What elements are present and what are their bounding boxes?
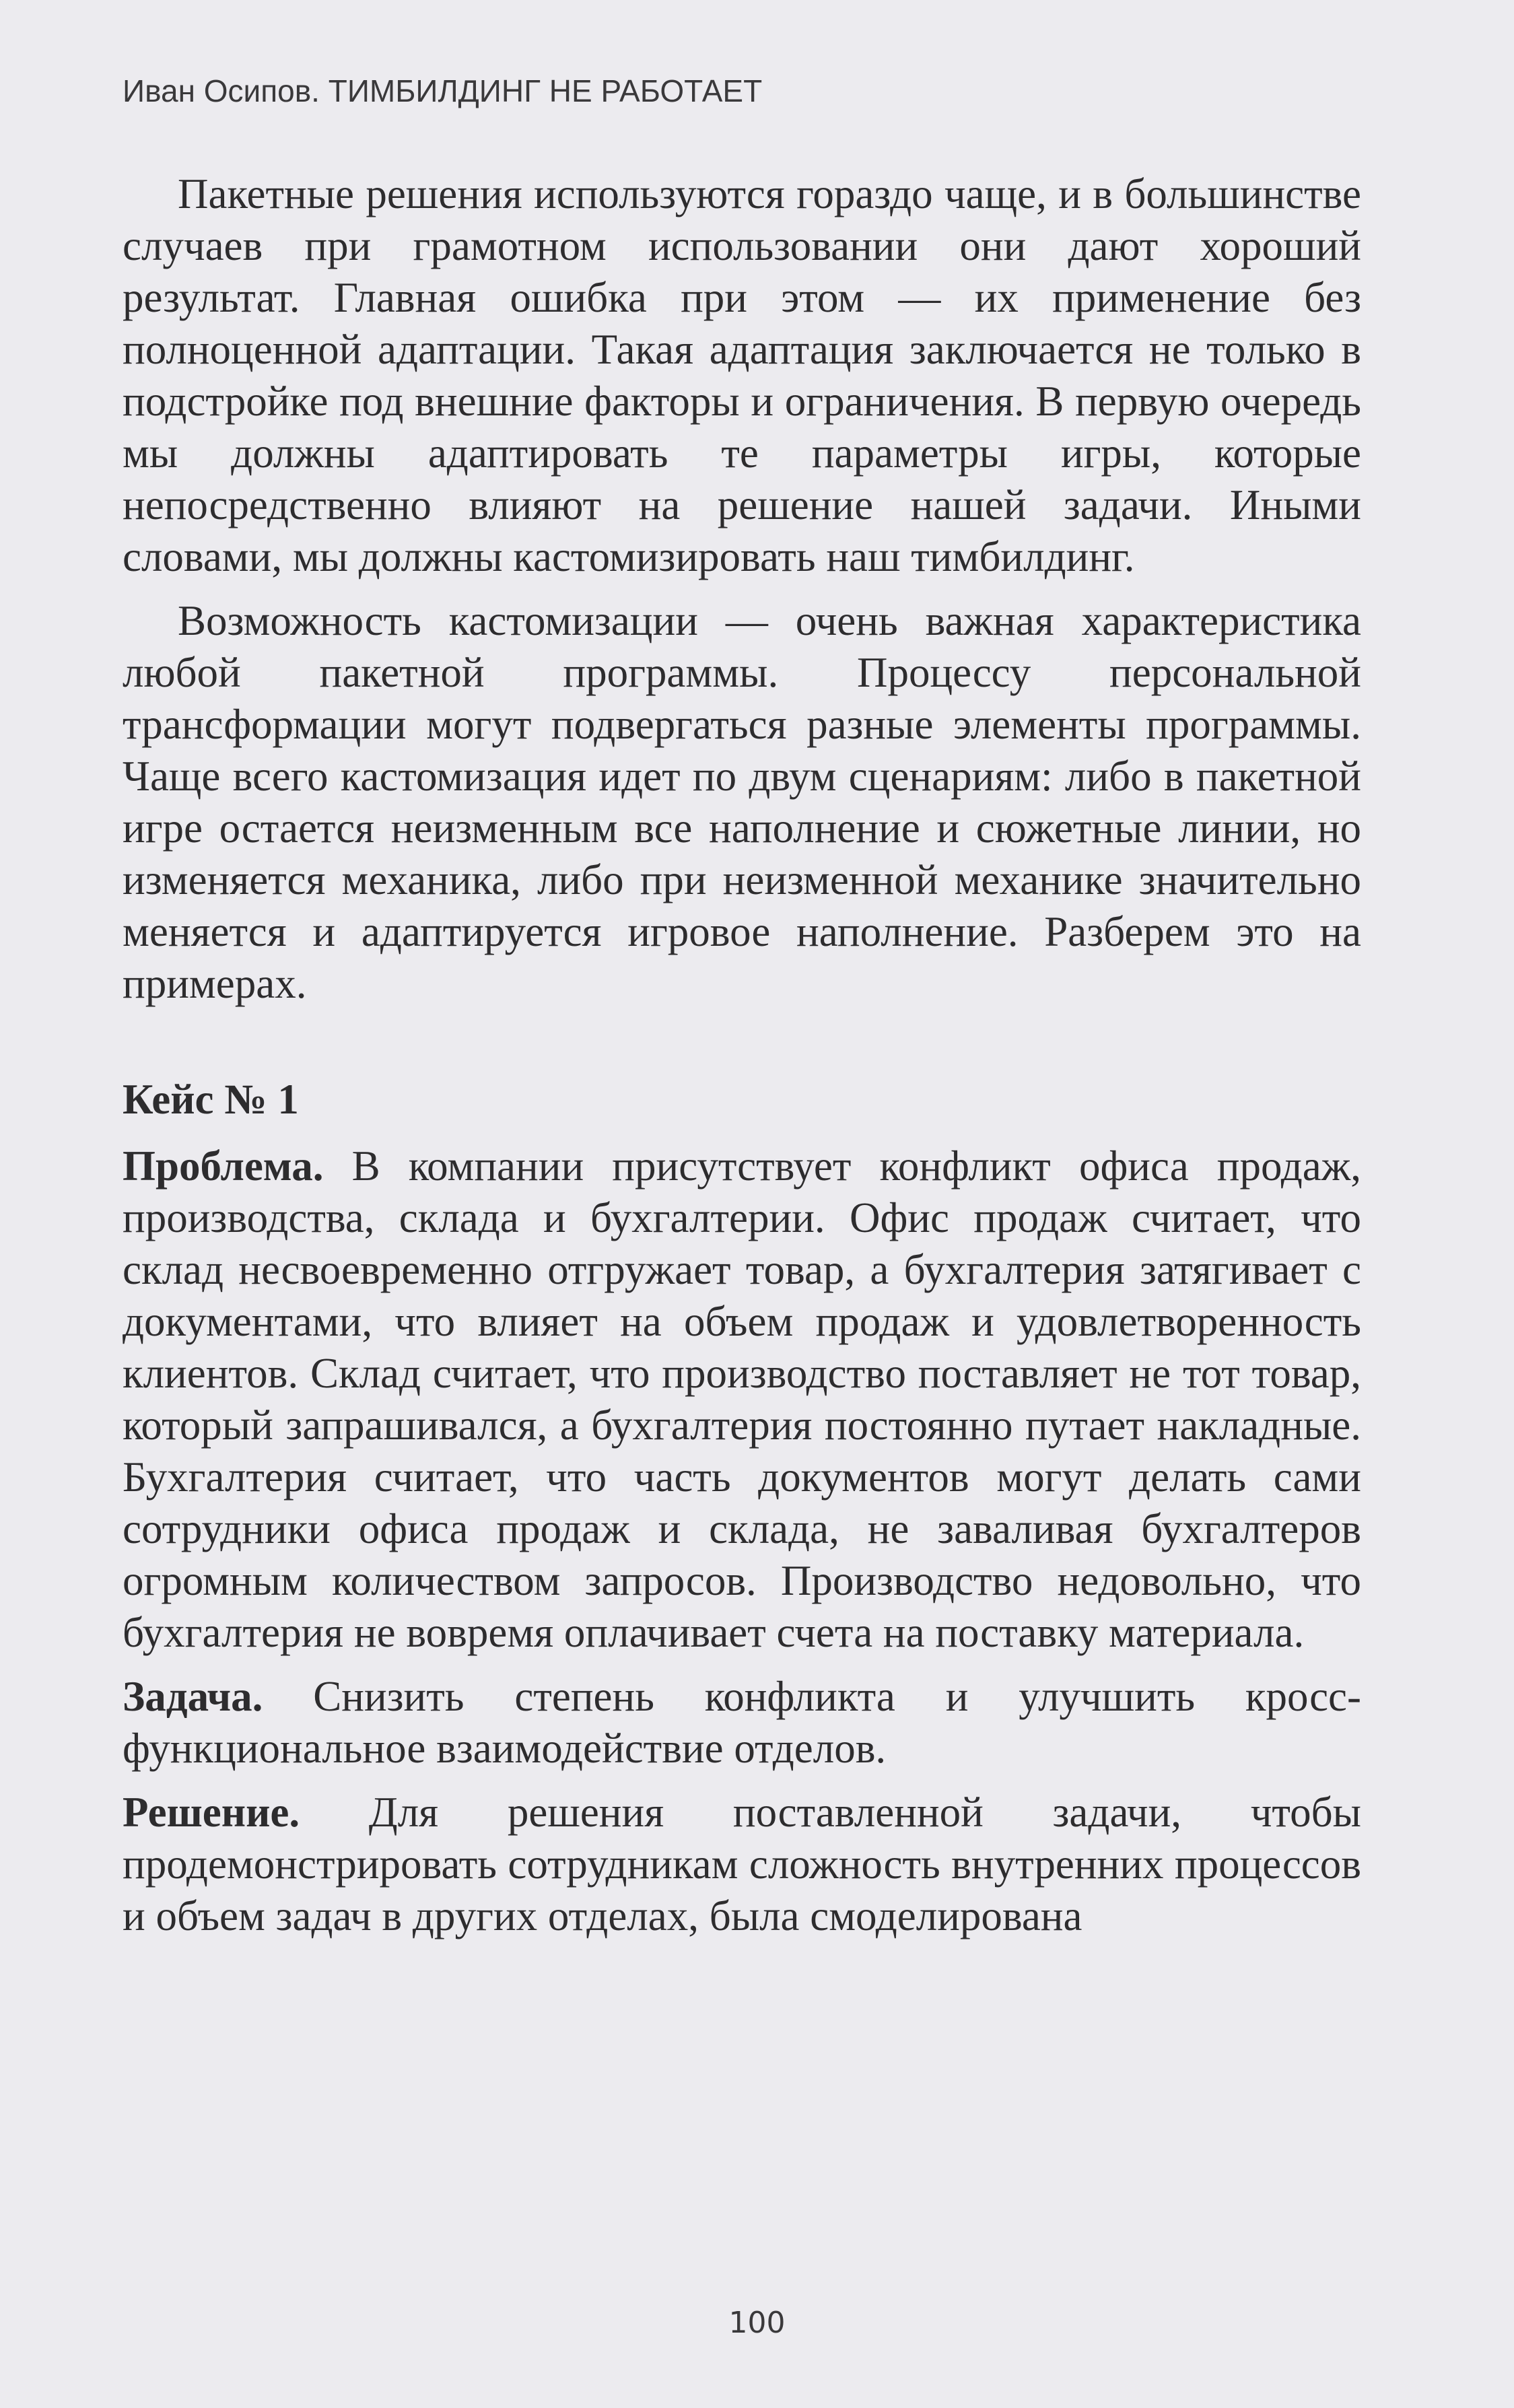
case-problem bbox=[123, 1140, 1361, 1659]
case-task bbox=[123, 1671, 1361, 1775]
page-body bbox=[123, 168, 1361, 1942]
paragraph: Возможность кастомизации — очень важная характеристика любой пакетной программы. Процессу персональной трансформации могут подвергаться разные элементы программы. Чаще всего кастомизация идет по двум сценариям: либо в пакетной игре остается неизменным все наполнение и сюжетные линии, но изменяется механика, либо при неизменной механике значительно меняется и адаптируется игровое наполнение. Разберем это на примерах. bbox=[123, 597, 1361, 1007]
case-solution bbox=[123, 1787, 1361, 1942]
case-solution-text: Для решения поставленной задачи, чтобы продемонстрировать сотрудникам сложность внутренних процессов и объем задач в других отделах, была смоделирована bbox=[123, 1789, 1361, 1939]
running-head bbox=[123, 73, 762, 109]
case-heading: Кейс № 1 bbox=[123, 1076, 299, 1123]
case-problem-text: В компании присутствует конфликт офиса продаж, производства, склада и бухгалтерии. Офис продаж считает, что склад несвоевременно отгружает товар, а бухгалтерия затягивает с документами, что влияет на объем продаж и удовлетворенность клиентов. Склад считает, что производство поставляет не тот товар, который запрашивался, а бухгалтерия постоянно путает накладные. Бухгалтерия считает, что часть документов могут делать сами сотрудники офиса продаж и склада, не заваливая бухгалтеров огромным количеством запросов. Производство недовольно, что бухгалтерия не вовремя оплачивает счета на поставку материала. bbox=[123, 1142, 1361, 1656]
case-task-text: Снизить степень конфликта и улучшить кроссфункциональное взаимодействие отделов. bbox=[123, 1673, 1361, 1772]
case-solution-label: Решение. bbox=[123, 1789, 300, 1836]
running-head-author: Иван Осипов. bbox=[123, 73, 320, 108]
page-number: 100 bbox=[728, 2306, 786, 2340]
case-task-label: Задача. bbox=[123, 1673, 263, 1720]
paragraph: Пакетные решения используются гораздо чаще, и в большинстве случаев при грамотном использовании они дают хороший результат. Главная ошибка при этом — их применение без полноценной адаптации. Такая адаптация заключается не только в подстройке под внешние факторы и ограничения. В первую очередь мы должны адаптировать те параметры игры, которые непосредственно влияют на решение нашей задачи. Иными словами, мы должны кастомизировать наш тимбилдинг. bbox=[123, 170, 1361, 580]
case-problem-label: Проблема. bbox=[123, 1142, 324, 1190]
running-head-title: ТИМБИЛДИНГ НЕ РАБОТАЕТ bbox=[328, 73, 763, 108]
